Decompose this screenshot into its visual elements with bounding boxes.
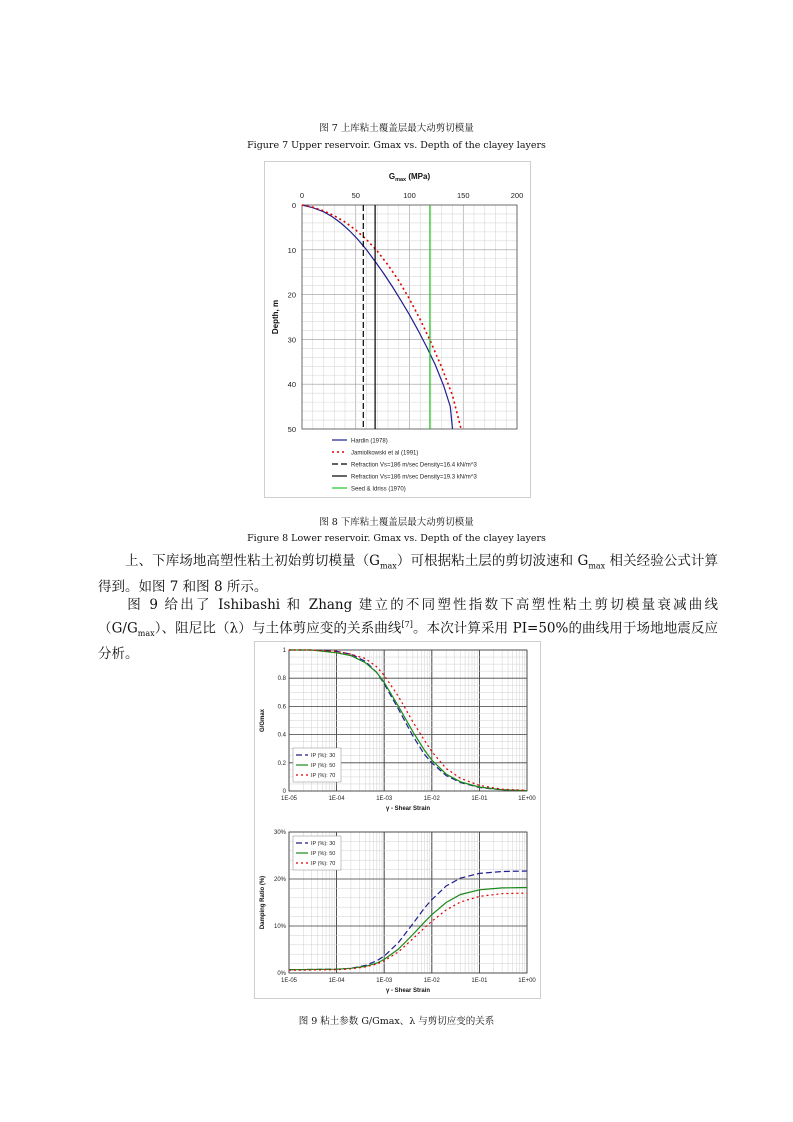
y-axis-label: G/Gmax <box>260 708 266 733</box>
y-tick-label: 10% <box>273 924 286 930</box>
p2-text-b: ）、阻尼比（λ）与土体剪应变的关系曲线 <box>154 620 402 637</box>
legend-label-2: Refraction Vs=186 m/sec Density=16.4 kN/m^3 <box>351 462 477 469</box>
x-tick-label: 1E-03 <box>376 796 393 802</box>
y-tick-label: 30% <box>273 830 286 836</box>
legend-label-4: Seed & Idriss (1970) <box>351 486 406 493</box>
fig8-caption-cn: 图 8 下库粘土覆盖层最大动剪切模量 <box>319 517 474 528</box>
x-tick-label: 100 <box>403 191 416 200</box>
x-tick-label: 1E-05 <box>280 796 298 802</box>
x-tick-label: 1E-02 <box>423 978 440 984</box>
y-tick-label: 0% <box>277 971 286 977</box>
p1-text-a: 上、下库场地高塑性粘土初始剪切模量（G <box>125 553 380 569</box>
y-tick-label: 0 <box>291 201 296 210</box>
y-tick-label: 1 <box>282 648 286 654</box>
y-axis-label: Damping Ratio (%) <box>260 875 266 930</box>
x-tick-label: 1E-01 <box>471 978 488 984</box>
x-tick-label: 1E-01 <box>471 796 488 802</box>
x-tick-label: 150 <box>456 191 470 200</box>
legend-label-0: IP (%): 30 <box>311 753 336 759</box>
p1-sub-1: max <box>379 561 397 571</box>
legend-label-2: IP (%): 70 <box>311 861 336 867</box>
y-axis-label: Depth, m <box>271 299 280 335</box>
y-tick-label: 10 <box>287 245 296 255</box>
legend-label-3: Refraction Vs=186 m/sec Density=19.3 kN/m^3 <box>351 474 477 481</box>
x-tick-label: 1E-04 <box>328 796 345 802</box>
y-tick-label: 0.4 <box>277 732 286 739</box>
chart-title: $G_{max}$ (MPa) <box>388 172 431 183</box>
p2-sub: max <box>137 629 155 639</box>
p1-text-c: 相关经验公式计算得到。如图 7 和图 8 所示。 <box>98 553 718 595</box>
p2-text-a: 图 9 给出了 Ishibashi 和 Zhang 建立的不同塑性指数下高塑性粘土剪切模量衰减曲线（G/G <box>98 597 718 637</box>
legend-label-1: IP (%): 50 <box>311 763 336 769</box>
fig7-caption-cn: 图 7 上库粘土覆盖层最大动剪切模量 <box>319 123 474 134</box>
y-tick-label: 40 <box>287 380 296 390</box>
paragraph-1 <box>98 551 718 597</box>
legend-label-0: IP (%): 30 <box>311 841 336 847</box>
x-axis-label: γ - Shear Strain <box>385 806 431 812</box>
y-tick-label: 30 <box>287 335 296 345</box>
x-tick-label: 1E-03 <box>376 978 393 984</box>
legend-label-1: Jamiolkowski et al (1991) <box>351 450 419 457</box>
fig7-caption-en: Figure 7 Upper reservoir. Gmax vs. Depth of the clayey layers <box>247 140 546 151</box>
shear-strain-figure <box>254 641 541 999</box>
x-axis-label: γ - Shear Strain <box>385 988 431 994</box>
x-tick-label: 1E-05 <box>280 978 298 984</box>
x-tick-label: 1E-02 <box>423 796 440 802</box>
x-tick-label: 50 <box>351 191 360 200</box>
series-line-1 <box>289 888 527 970</box>
gmax-depth-chart-svg <box>265 162 530 497</box>
p2-text-c: 。本次计算采用 PI=50%的曲线用于场地地震反应分析。 <box>98 620 719 663</box>
gmax-depth-chart <box>264 161 531 498</box>
x-tick-label: 1E+00 <box>518 796 536 802</box>
legend-label-1: IP (%): 50 <box>311 851 336 857</box>
y-tick-label: 50 <box>287 425 296 434</box>
legend-label-2: IP (%): 70 <box>311 773 336 779</box>
y-tick-label: 0.2 <box>277 760 286 767</box>
y-tick-label: 0.8 <box>277 676 286 683</box>
y-tick-label: 0.6 <box>277 704 286 711</box>
modulus-reduction-chart-svg <box>255 642 540 820</box>
p1-sub-2: max <box>588 561 606 571</box>
series-line-2 <box>289 893 527 970</box>
y-tick-label: 20% <box>273 877 286 883</box>
p1-text-b: ）可根据粘土层的剪切波速和 G <box>396 553 589 569</box>
damping-ratio-chart-svg <box>255 820 540 998</box>
series-line-1 <box>302 205 461 429</box>
series-line-0 <box>289 871 527 970</box>
y-tick-label: 0 <box>282 789 286 795</box>
x-tick-label: 0 <box>299 191 305 200</box>
x-tick-label: 200 <box>510 191 524 200</box>
fig9-caption-cn: 图 9 粘土参数 G/Gmax、λ 与剪切应变的关系 <box>298 1016 495 1027</box>
fig8-caption-en: Figure 8 Lower reservoir. Gmax vs. Depth of the clayey layers <box>247 533 546 544</box>
legend-label-0: Hardin (1978) <box>351 438 388 445</box>
p2-citation: [7] <box>401 620 413 629</box>
x-tick-label: 1E+00 <box>518 978 536 984</box>
x-tick-label: 1E-04 <box>328 978 345 984</box>
y-tick-label: 20 <box>287 290 296 300</box>
